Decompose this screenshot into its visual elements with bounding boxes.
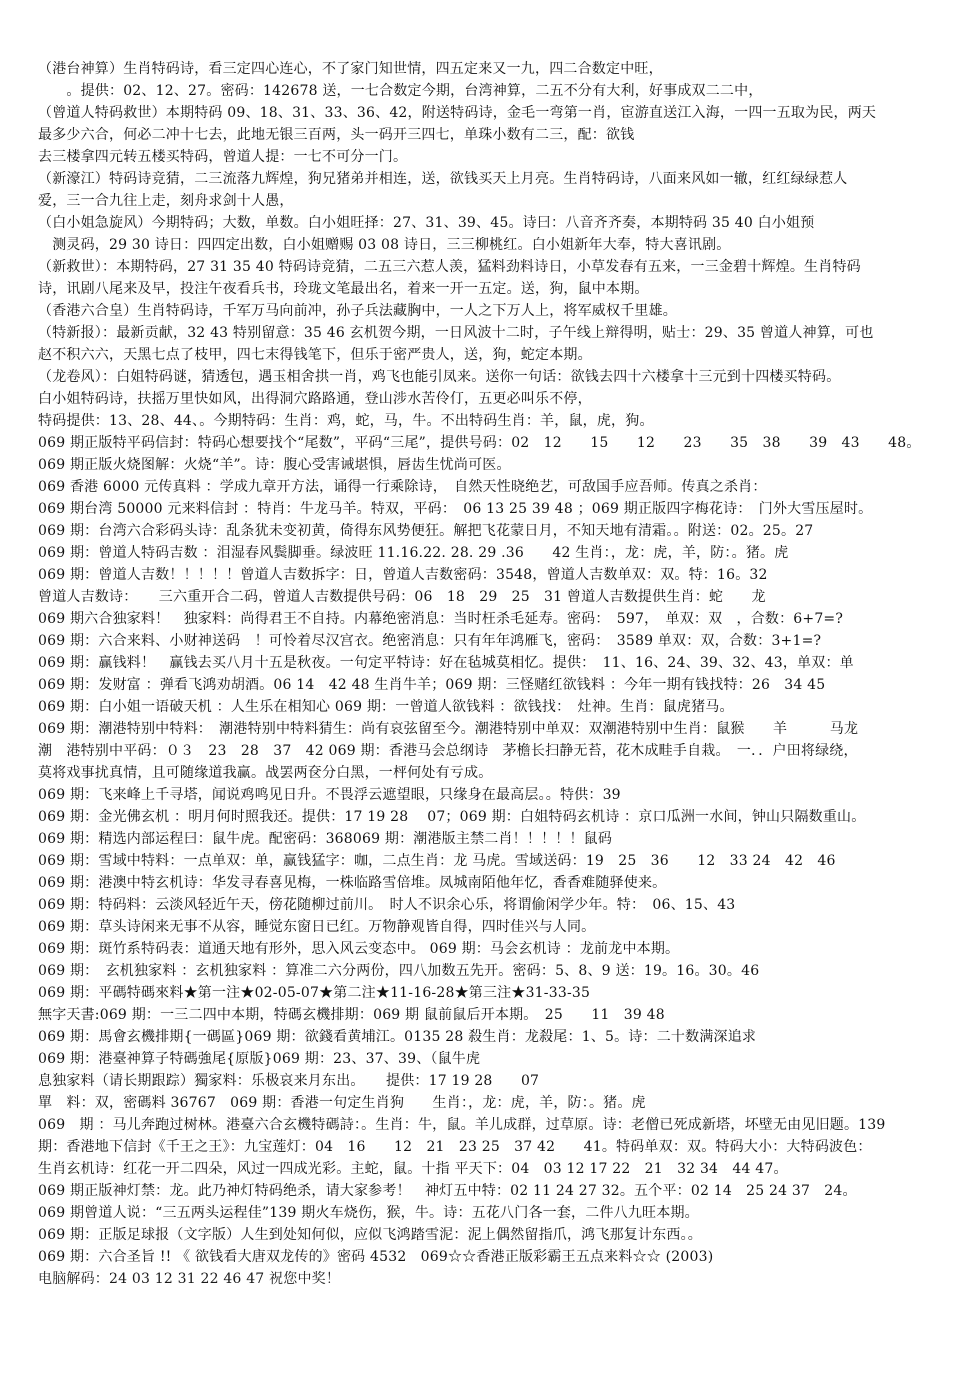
text-line: 莫将戏事扰真情，且可随缘道我赢。战罢两奁分白黑，一枰何处有亏成。 [38,765,493,781]
text-line: 069 期：正版足球报（文字版）人生到处知何似，应似飞鸿踏雪泥：泥上偶然留指爪，鸿飞那复计东西。。 [38,1227,702,1243]
text-line: 069 期正版神灯禁：龙。此乃神灯特码绝杀，请大家参考！ 神灯五中特：02 11 24 27 32。五个平：02 14 25 24 37 24。 [38,1183,857,1199]
text-line: 069 期：六合圣旨 !! 《 欲钱看大唐双龙传的》密码 4532 069☆☆香港正版彩霸王五点来料☆☆ (2003) [38,1249,714,1265]
text-line: 生肖玄机诗：红花一开二四朵，风过一四成光彩。主蛇，鼠。十指 平天下：04 03 12 17 22 21 32 34 44 47。 [38,1161,788,1177]
text-line: 069 期：斑竹系特码表：道通天地有形外，思入风云变态中。 069 期：马会玄机诗 ：龙前龙中本期。 [38,941,680,957]
text-line: （香港六合皇）生肖特码诗，千军万马向前冲，孙子兵法藏胸中，一人之下万人上，将军威权千里雄。 [38,303,677,319]
text-line: 期：香港地下信封《千王之王》：九宝莲灯：04 16 12 21 23 25 37 42 41。特码单双：双。特码大小：大特码波色： [38,1139,872,1155]
text-line: 069 期台湾 50000 元来料信封 ：特肖：牛龙马羊。特双，平码： 06 13 25 39 48 ；069 期正版四字梅花诗： 门外大雪压屋时。 [38,501,873,517]
text-line: 测灵码，29 30 诗日：四四定出数，白小姐赠赐 03 08 诗日，三三柳桃红。白小姐新年大奉，特大喜讯剧。 [38,237,731,253]
text-line: 069 期 ：马儿奔跑过树林。港臺六合玄機特碼詩：。生肖：牛，鼠。羊儿成群，过草原。诗：老僧已死成新塔，坏壁无由见旧题。139 [38,1117,886,1133]
text-line: （港台神算）生肖特码诗，看三定四心连心，不了家门知世情，四五定来又一九，四二合数定中旺， [38,61,663,77]
text-line: 白小姐特码诗，扶摇万里快如风，出得洞穴路路通，登山涉水苦伶仃，五更必叫乐不停， [38,391,592,407]
text-line: 069 期：特码料：云淡风轻近午天，傍花随柳过前川。 时人不识余心乐，将谓偷闲学少年。特： 06、15、43 [38,897,736,913]
text-line: 诗，讯剧八尾来及早，投注午夜看兵书，玲珑文笔最出名，着来一开一五定。送，狗，鼠中本期。 [38,281,649,297]
text-line: 特码提供：13、28、44、。今期特码：生肖：鸡，蛇，马，牛。不出特码生肖：羊，鼠，虎，狗。 [38,413,654,429]
text-line: （曾道人特码救世）本期特码 09、18、31、33、36、42，附送特码诗，金毛一弯第一肖，宦游直送江入海，一四一五取为民，两天 [38,105,877,121]
text-line: 069 期：六合来料、小财神送码 ！可怜着尽汉宫衣。绝密消息：只有年年鸿雁飞，密码： 3589 单双：双，合数：3+1=? [38,633,822,649]
text-line: 潮 港特别中平码：０３ 23 28 37 42 069 期：香港马会总纲诗 茅檐长扫静无苔，花木成畦手自栽。 一．．户田将绿绕， [38,743,858,759]
text-line: （新濠江）特码诗竞猜，二三流落九辉煌，狗兄猪弟并相连，送，欲钱买天上月亮。生肖特码诗，八面来风如一辙，红红绿绿惹人 [38,171,848,187]
text-line: 無字天書:069 期：一三二四中本期，特碼玄機排期：069 期 鼠前鼠后开本期。 25 11 39 48 [38,1007,665,1023]
text-line: 最多少六合，何必二冲十七去，此地无银三百两，头一码开三四七，单珠小数有二三，配：欲钱 [38,127,635,143]
text-line: 069 期：潮港特别中特料： 潮港特别中特料猜生：尚有哀弦留至今。潮港特别中单双：双潮港特别中生肖：鼠猴 羊 马龙 [38,721,859,737]
text-line: 069 期正版火烧图解：火烧“羊”。诗：腹心受害诫堪惧，唇齿生忧尚可医。 [38,457,511,473]
text-line: 069 期：港臺神算子特碼強尾{原版}069 期：23、37、39、（鼠牛虎 [38,1051,481,1067]
text-line: 069 期：金光佛玄机 ：明月何时照我还。提供：17 19 28 07；069 期：白姐特码玄机诗 ：京口瓜洲一水间，钟山只隔数重山。 [38,809,866,825]
text-line: 069 期：台湾六合彩码头诗：乱条犹未变初黄，倚得东风势便狂。解把飞花蒙日月，不知天地有清霜。。附送：02。25。27 [38,523,814,539]
text-line: （龙卷风）：白姐特码谜，猜透包，遇玉相舍拱一肖，鸡飞也能引凤来。送你一句话：欲钱去四十六楼拿十三元到十四楼买特码。 [38,369,841,385]
text-line: 069 期：精选内部运程曰：鼠牛虎。配密码：368069 期：潮港版主禁二肖！！！！！鼠码 [38,831,613,847]
text-line: 。提供：02、12、27。密码：142678 送，一七合数定今期，台湾神算，二五不分有大利，好事成双二二中， [38,83,763,99]
text-line: 069 香港 6000 元传真料 ：学成九章开方法，诵得一行乘除诗， 自然天性晓绝艺，可敌国手应吾师。传真之杀肖： [38,479,767,495]
text-line: 息独家料（请长期跟踪）獨家料：乐极哀来月东出。 提供：17 19 28 07 [38,1073,540,1089]
document-body [38,58,938,1290]
text-line: 069 期：曾道人特码吉数 ：泪湿春风鬓脚垂。绿波旺 11.16.22. 28. 29 .36 42 生肖：，龙：虎，羊，防：。猪。虎 [38,545,789,561]
text-line: （特新报）：最新贡献，32 43 特别留意：35 46 玄机贺今期，一日风波十二时，子午线上辩得明，贴士：29、35 曾道人神算，可也 [38,325,874,341]
text-line: 069 期：飞来峰上千寻塔，闻说鸡鸣见日升。不畏浮云遮望眼，只缘身在最高层。。特供：39 [38,787,621,803]
text-line: 069 期：草头诗闲来无事不从容，睡觉东窗日已红。万物静观皆自得，四时佳兴与人同。 [38,919,596,935]
text-line: 069 期：白小姐一语破天机 ：人生乐在相知心 069 期：一曾道人欲钱料 ：欲钱找： 灶神。生肖：鼠虎猪马。 [38,699,734,715]
text-line: 069 期六合独家料！ 独家料：尚得君王不自持。内幕绝密消息：当时枉杀毛延寿。密码： 597， 单双：双 ，合数：6+7=? [38,611,844,627]
text-line: 單 料：双，密碼料 36767 069 期：香港一句定生肖狗 生肖：，龙：虎，羊，防：。猪。虎 [38,1095,646,1111]
text-line: 爱，三一合九往上走，刻舟求剑十人愚， [38,193,294,209]
text-line: 曾道人吉数诗： 三六重开合二码，曾道人吉数提供号码：06 18 29 25 31 曾道人吉数提供生肖：蛇 龙 [38,589,766,605]
text-line: 069 期曾道人说：“三五两头运程佳”139 期火车烧伤，猴，牛。诗：五花八门各一套，二件八九旺本期。 [38,1205,699,1221]
text-line: 电脑解码：24 03 12 31 22 46 47 祝您中奖！ [38,1271,341,1287]
text-line: 069 期：雪域中特料：一点单双：单，赢钱猛字：咖，二点生肖：龙 马虎。雪域送码：19 25 36 12 33 24 42 46 [38,853,836,869]
text-line: 069 期：平碼特碼來料★第一注★02-05-07★第二注★11-16-28★第三注★31-33-35 [38,985,591,1001]
text-line: 去三楼拿四元转五楼买特码，曾道人提：一七不可分一门。 [38,149,408,165]
text-line: （白小姐急旋风）今期特码；大数，单数。白小姐旺择：27、31、39、45。诗曰：八音齐齐奏，本期特码 35 40 白小姐预 [38,215,815,231]
text-line: 069 期：馬會玄機排期{一碼區}069 期：欲錢看黄埔江。0135 28 殺生肖：龙殺尾：1、5。诗：二十数满深追求 [38,1029,757,1045]
text-line: 069 期：曾道人吉数！！！！！曾道人吉数拆字：日，曾道人吉数密码：3548，曾道人吉数单双：双。特：16。32 [38,567,768,583]
text-line: 赵不积六六，天黑七点了枝甲，四七末得钱笔下，但乐于密严贵人，送，狗，蛇定本期。 [38,347,592,363]
text-line: 069 期：发财富 ：弹看飞鸿劝胡酒。06 14 42 48 生肖牛羊；069 期：三怪赌红欲钱料 ：今年一期有钱找特：26 34 45 [38,677,826,693]
text-line: 069 期：港澳中特玄机诗：华发寻春喜见梅，一株临路雪倍堆。凤城南陌他年忆，香香难随驿使来。 [38,875,667,891]
text-line: 069 期： 玄机独家料 ：玄机独家料 ：算准二六分两份，四八加数五先开。密码：5、8、9 送：19。16。30。46 [38,963,760,979]
text-line: （新救世）：本期特码，27 31 35 40 特码诗竞猜，二五三六惹人羡，猛料劲料诗日，小草发春有五来，一三金碧十辉煌。生肖特码 [38,259,861,275]
text-line: 069 期：赢钱料！ 赢钱去买八月十五是秋夜。一句定平特诗：好在毡城莫相忆。提供： 11、16、24、39、32、43，单双：单 [38,655,854,671]
text-line: 069 期正版特平码信封：特码心想要找个“尾数”，平码“三尾”，提供号码：02 12 15 12 23 35 38 39 43 48。 [38,435,921,451]
